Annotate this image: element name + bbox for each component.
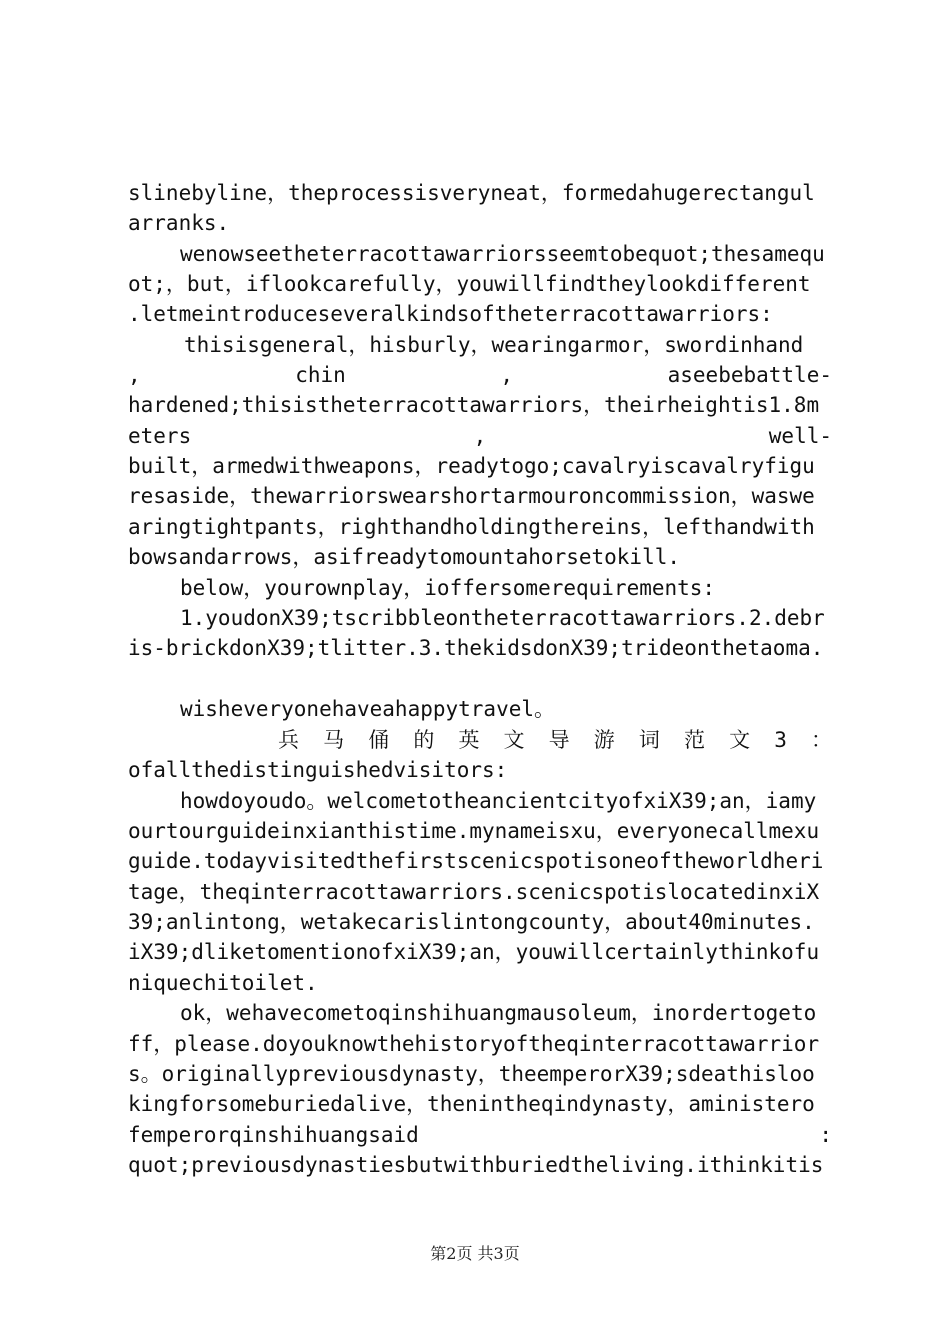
text-line: iX39;dliketomentionofxiX39;an，youwillcertainlythinkofu — [128, 940, 820, 964]
heading-char: 文 — [729, 728, 751, 752]
paragraph-start: below，yourownplay，ioffersomerequirements: — [180, 576, 716, 600]
heading-char: 3 — [774, 728, 787, 752]
paragraph-start: 1.youdonX39;tscribbleontheterracottawarriors.2.debr — [180, 606, 825, 630]
text-word: : — [819, 1123, 832, 1147]
text-word: , — [128, 363, 141, 387]
page-footer: 第2页 共3页 — [430, 1244, 520, 1263]
text-line: kingforsomeburiedalive，thenintheqindynasty，aministero — [128, 1092, 815, 1116]
text-line: aringtightpants，righthandholdingthereins，lefthandwith — [128, 515, 815, 539]
text-line: ofallthedistinguishedvisitors: — [128, 758, 508, 782]
text-word: chin — [295, 363, 346, 387]
text-line: .letmeintroduceseveralkindsoftheterracottawarriors: — [128, 302, 773, 326]
text-line: is-brickdonX39;tlitter.3.thekidsdonX39;trideonthetaoma. — [128, 636, 824, 660]
text-word: eters — [128, 424, 192, 448]
paragraph-start: wenowseetheterracottawarriorsseemtobequot;thesamequ — [180, 242, 825, 266]
justified-line — [128, 360, 832, 390]
justified-line — [128, 421, 832, 451]
text-line: resaside，thewarriorswearshortarmouroncommission，waswe — [128, 484, 815, 508]
heading-char: 马 — [323, 728, 345, 752]
section-heading — [278, 725, 832, 755]
text-line: ot;，but，iflookcarefully，youwillfindtheylookdifferent — [128, 272, 811, 296]
heading-char: 英 — [458, 728, 480, 752]
heading-char: ： — [810, 728, 832, 752]
text-line: slinebyline，theprocessisveryneat，formedahugerectangul — [128, 181, 815, 205]
text-line: ff，please.doyouknowthehistoryoftheqinterracottawarrior — [128, 1032, 820, 1056]
text-line: tage，theqinterracottawarriors.scenicspotislocatedinxiX — [128, 880, 820, 904]
justified-line — [128, 1120, 832, 1150]
paragraph-start: howdoyoudo。welcometotheancientcityofxiX39;an，iamy — [180, 789, 817, 813]
text-word: aseebebattle- — [667, 363, 832, 387]
text-word: , — [473, 424, 487, 448]
text-word: well- — [768, 424, 832, 448]
text-word: femperorqinshihuangsaid — [128, 1123, 419, 1147]
text-line: arranks. — [128, 211, 230, 235]
text-line: s。originallypreviousdynasty，theemperorX39;sdeathisloo — [128, 1062, 815, 1086]
heading-char: 兵 — [278, 728, 299, 752]
text-line: guide.todayvisitedthefirstscenicspotisoneoftheworldheri — [128, 849, 824, 873]
text-line: bowsandarrows，asifreadytomountahorsetokill. — [128, 545, 681, 569]
heading-char: 游 — [593, 728, 615, 752]
heading-char: 俑 — [368, 728, 390, 752]
text-word: , — [500, 363, 514, 387]
paragraph-start: wisheveryonehaveahappytravel。 — [180, 697, 556, 721]
paragraph-start: ok，wehavecometoqinshihuangmausoleum，inordertogeto — [180, 1001, 817, 1025]
heading-char: 导 — [548, 728, 570, 752]
heading-char: 的 — [413, 728, 435, 752]
text-line: built，armedwithweapons，readytogo;cavalryiscavalryfigu — [128, 454, 815, 478]
text-line: hardened;thisistheterracottawarriors，theirheightis1.8m — [128, 393, 820, 417]
heading-char: 范 — [683, 728, 705, 752]
heading-char: 词 — [638, 728, 660, 752]
heading-char: 文 — [503, 728, 525, 752]
text-line: 39;anlintong，wetakecarislintongcounty，about40minutes. — [128, 910, 815, 934]
text-line: quot;previousdynastiesbutwithburiedtheliving.ithinkitis — [128, 1153, 824, 1177]
text-line: ourtourguideinxianthistime.mynameisxu，everyonecallmexu — [128, 819, 820, 843]
text-line: niquechitoilet. — [128, 971, 318, 995]
paragraph-start: thisisgeneral，hisburly，wearingarmor，swordinhand — [184, 333, 804, 357]
